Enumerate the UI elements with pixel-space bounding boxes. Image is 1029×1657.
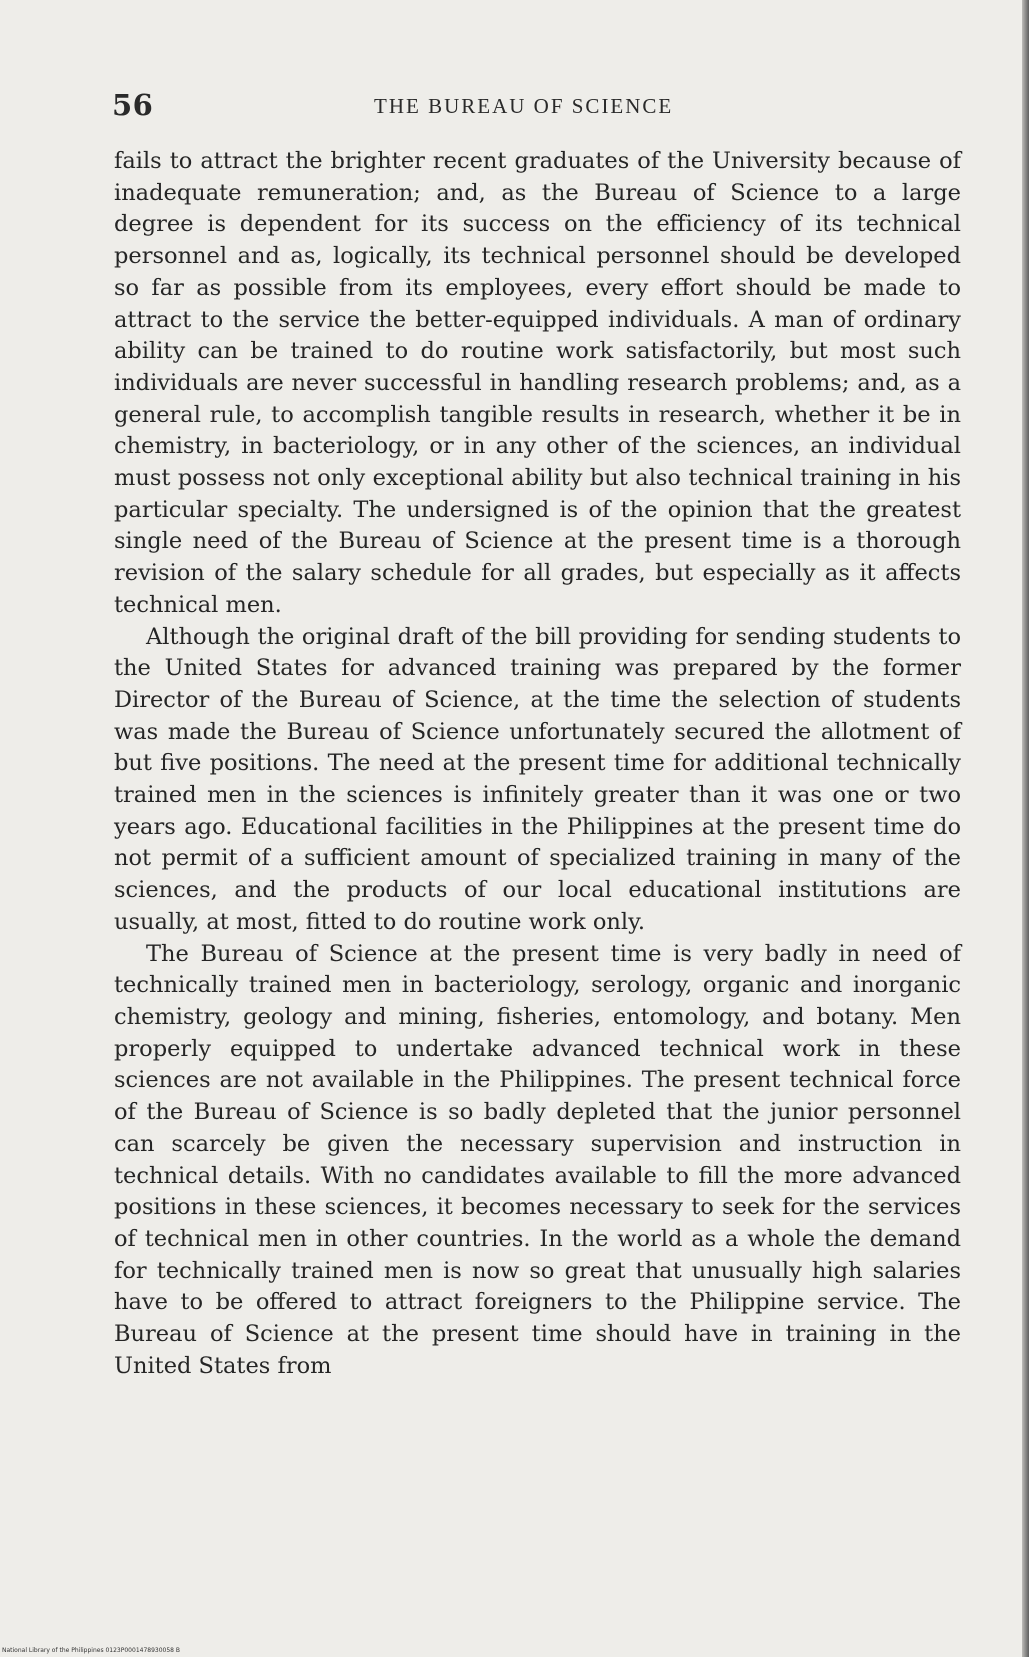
page-edge bbox=[1022, 0, 1029, 1657]
page-header bbox=[112, 88, 964, 128]
library-footer-note: National Library of the Philippines 0123P0001478930058 B bbox=[2, 1647, 181, 1654]
page-number: 56 bbox=[112, 88, 154, 122]
paragraph-continued: fails to attract the brighter recent graduates of the University because of inadequate remuneration; and, as the Bureau of Science to a large degree is dependent for its success on the efficiency of its technical personnel and as, logically, its technical personnel should be developed so far as possible from its employees, every effort should be made to attract to the service the better-equipped individuals. A man of ordinary ability can be trained to do routine work satisfactorily, but most such individuals are never successful in handling research problems; and, as a general rule, to accomplish tangible results in research, whether it be in chemistry, in bacteriology, or in any other of the sciences, an individual must possess not only exceptional ability but also technical training in his particular specialty. The undersigned is of the opinion that the greatest single need of the Bureau of Science at the present time is a thorough revision of the salary schedule for all grades, but especially as it affects technical men. bbox=[114, 148, 961, 618]
body-text bbox=[114, 146, 961, 1382]
running-head: THE BUREAU OF SCIENCE bbox=[374, 94, 674, 118]
paragraph-student-training: Although the original draft of the bill providing for sending students to the United States for advanced training was prepared by the former Director of the Bureau of Science, at the time the selection of students was made the Bureau of Science unfortunately secured the allotment of but five positions. The need at the present time for additional technically trained men in the sciences is infinitely greater than it was one or two years ago. Educational facilities in the Philippines at the present time do not permit of a sufficient amount of specialized training in many of the sciences, and the products of our local educational institutions are usually, at most, fitted to do routine work only. bbox=[114, 623, 961, 935]
paragraph-technical-needs: The Bureau of Science at the present time is very badly in need of technically trained men in bacteriology, serology, organic and inorganic chemistry, geology and mining, fisheries, entomology, and botany. Men properly equipped to undertake advanced technical work in these sciences are not available in the Philippines. The present technical force of the Bureau of Science is so badly depleted that the junior personnel can scarcely be given the necessary supervision and instruction in technical details. With no candidates available to fill the more advanced positions in these sciences, it becomes necessary to seek for the services of technical men in other countries. In the world as a whole the demand for technically trained men is now so great that unusually high salaries have to be offered to attract foreigners to the Philippine service. The Bureau of Science at the present time should have in training in the United States from bbox=[114, 940, 961, 1379]
